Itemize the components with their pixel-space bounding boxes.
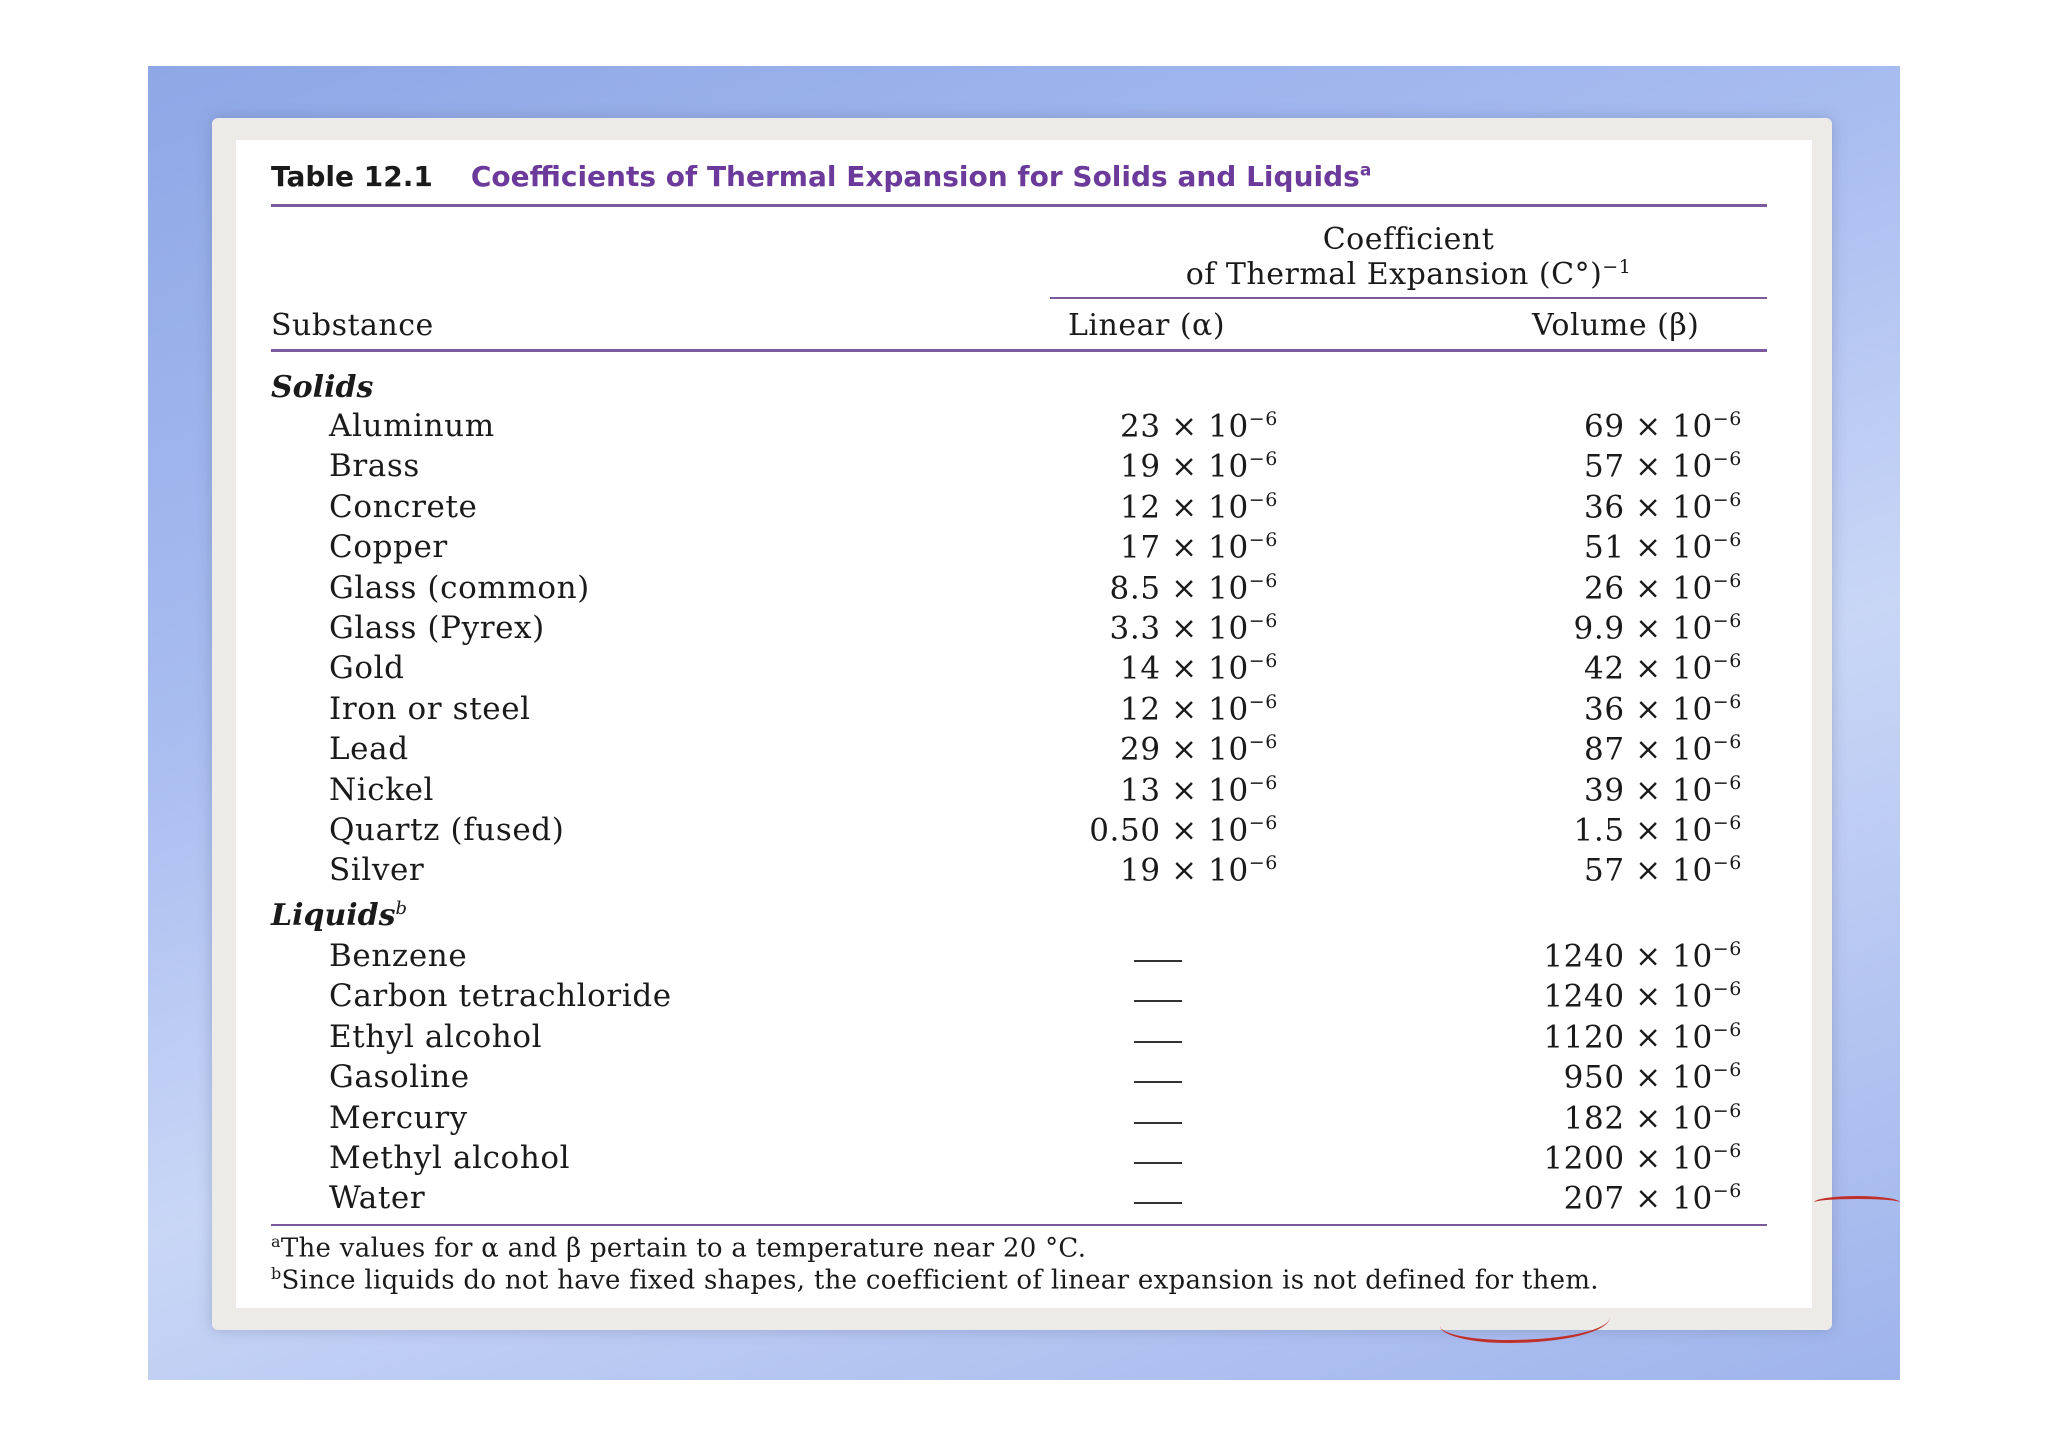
- volume-value-mantissa: 9.9 × 10: [1573, 610, 1713, 647]
- volume-value-mantissa: 1240 × 10: [1543, 938, 1713, 975]
- header-rule: [271, 349, 1767, 352]
- linear-value: [1040, 610, 1278, 646]
- table-row: [0, 772, 2048, 812]
- caption-footnote-mark: a: [1359, 160, 1372, 181]
- linear-value-mantissa: 23 × 10: [1120, 408, 1249, 445]
- substance-name: Benzene: [329, 938, 468, 974]
- footnote-text: The values for α and β pertain to a temperature near 20 °C.: [280, 1233, 1087, 1264]
- linear-value-exponent: −6: [1248, 771, 1278, 794]
- volume-value-mantissa: 182 × 10: [1563, 1099, 1713, 1136]
- volume-value: [1460, 1059, 1742, 1095]
- footnote-text: Since liquids do not have fixed shapes, the coefficient of linear expansion is not defined for them.: [281, 1265, 1599, 1296]
- header-group-text: of Thermal Expansion (C°): [1185, 257, 1603, 292]
- header-sub-rule: [1050, 297, 1767, 299]
- linear-value-exponent: −6: [1248, 408, 1278, 430]
- linear-value-mantissa: 29 × 10: [1120, 731, 1249, 768]
- not-defined-dash: [1134, 1122, 1182, 1124]
- volume-value: [1460, 650, 1742, 686]
- linear-value-mantissa: 12 × 10: [1120, 691, 1249, 728]
- section-solids: Solids: [271, 370, 374, 405]
- volume-value: [1460, 772, 1742, 808]
- table-row: [0, 1019, 2048, 1059]
- linear-value-exponent: −6: [1248, 610, 1278, 632]
- volume-value: [1460, 978, 1742, 1014]
- table-row: [0, 650, 2048, 690]
- linear-value: [1040, 852, 1278, 888]
- substance-name: Mercury: [329, 1099, 468, 1136]
- linear-value-exponent: −6: [1248, 690, 1278, 713]
- table-row: [0, 1180, 2048, 1220]
- linear-value-mantissa: 19 × 10: [1120, 448, 1249, 485]
- not-defined-dash: [1134, 1000, 1182, 1002]
- volume-value-mantissa: 57 × 10: [1584, 852, 1713, 889]
- table-row: [0, 610, 2048, 650]
- volume-value-exponent: −6: [1712, 1140, 1742, 1162]
- substance-name: Nickel: [329, 771, 435, 808]
- volume-value: [1460, 691, 1742, 727]
- volume-value: [1460, 1019, 1742, 1055]
- substance-name: Gold: [329, 650, 405, 687]
- substance-name: Silver: [329, 852, 425, 889]
- volume-value: [1460, 570, 1742, 606]
- top-rule: [271, 204, 1767, 207]
- linear-value-mantissa: 13 × 10: [1120, 771, 1249, 808]
- substance-name: Concrete: [329, 488, 478, 525]
- volume-value-exponent: −6: [1712, 1018, 1742, 1041]
- footnote-mark: a: [271, 1232, 281, 1251]
- footnote-b: [271, 1264, 1599, 1296]
- volume-value-mantissa: 1120 × 10: [1543, 1019, 1713, 1056]
- volume-value: [1460, 529, 1742, 565]
- volume-value-exponent: −6: [1712, 1180, 1742, 1203]
- volume-value-mantissa: 57 × 10: [1584, 448, 1713, 485]
- linear-value: [1040, 650, 1278, 686]
- volume-value: [1460, 1180, 1742, 1216]
- bottom-rule: [271, 1224, 1767, 1226]
- col-header-volume: Volume (β): [1532, 308, 1700, 343]
- volume-value-exponent: −6: [1712, 771, 1742, 794]
- volume-value-exponent: −6: [1712, 650, 1742, 673]
- linear-value-exponent: −6: [1248, 812, 1278, 834]
- section-liquids: [271, 898, 407, 933]
- linear-value-exponent: −6: [1248, 650, 1278, 673]
- volume-value-exponent: −6: [1712, 569, 1742, 592]
- volume-value: [1460, 812, 1742, 848]
- volume-value-exponent: −6: [1712, 812, 1742, 834]
- table-row: [0, 529, 2048, 569]
- not-defined-dash: [1134, 1041, 1182, 1043]
- table-row: [0, 408, 2048, 448]
- volume-value-exponent: −6: [1712, 448, 1742, 471]
- volume-value: [1460, 1100, 1742, 1136]
- volume-value: [1460, 610, 1742, 646]
- substance-name: Carbon tetrachloride: [329, 978, 672, 1015]
- table-row: [0, 978, 2048, 1018]
- volume-value-exponent: −6: [1712, 731, 1742, 754]
- substance-name: Quartz (fused): [329, 812, 565, 848]
- table-caption-text: Coefficients of Thermal Expansion for Solids and Liquids: [470, 160, 1360, 193]
- table-number: Table 12.1: [271, 160, 433, 193]
- volume-value-mantissa: 26 × 10: [1584, 569, 1713, 606]
- volume-value-mantissa: 87 × 10: [1584, 731, 1713, 768]
- linear-value-exponent: −6: [1248, 731, 1278, 754]
- linear-value-exponent: −6: [1248, 569, 1278, 592]
- substance-name: Brass: [329, 448, 420, 485]
- header-group-line2: [1050, 256, 1767, 292]
- table-row: [0, 938, 2048, 978]
- linear-value-mantissa: 8.5 × 10: [1109, 569, 1249, 606]
- linear-value: [1040, 812, 1278, 848]
- table-row: [0, 1100, 2048, 1140]
- volume-value-exponent: −6: [1712, 408, 1742, 430]
- table-row: [0, 812, 2048, 852]
- volume-value: [1460, 489, 1742, 525]
- table-row: [0, 731, 2048, 771]
- col-header-linear: Linear (α): [1068, 308, 1226, 343]
- volume-value-exponent: −6: [1712, 938, 1742, 960]
- volume-value-mantissa: 950 × 10: [1563, 1059, 1713, 1096]
- linear-value-mantissa: 14 × 10: [1120, 650, 1249, 687]
- substance-name: Glass (common): [329, 569, 590, 606]
- not-defined-dash: [1134, 1162, 1182, 1164]
- table-row: [0, 852, 2048, 892]
- substance-name: Iron or steel: [329, 690, 531, 727]
- linear-value-mantissa: 17 × 10: [1120, 529, 1249, 566]
- volume-value: [1460, 1140, 1742, 1176]
- volume-value-exponent: −6: [1712, 1099, 1742, 1122]
- volume-value: [1460, 448, 1742, 484]
- liquids-footnote-mark: b: [395, 898, 408, 919]
- volume-value-exponent: −6: [1712, 852, 1742, 875]
- substance-name: Lead: [329, 731, 409, 768]
- volume-value-mantissa: 51 × 10: [1584, 529, 1713, 566]
- linear-value: [1040, 731, 1278, 767]
- volume-value-exponent: −6: [1712, 690, 1742, 713]
- table-caption: [471, 160, 1371, 193]
- linear-value: [1040, 570, 1278, 606]
- volume-value-exponent: −6: [1712, 978, 1742, 1001]
- table-row: [0, 448, 2048, 488]
- substance-name: Glass (Pyrex): [329, 610, 545, 646]
- linear-value: [1040, 408, 1278, 444]
- volume-value-mantissa: 42 × 10: [1584, 650, 1713, 687]
- volume-value-mantissa: 1240 × 10: [1543, 978, 1713, 1015]
- volume-value-mantissa: 36 × 10: [1584, 691, 1713, 728]
- linear-value-mantissa: 3.3 × 10: [1109, 610, 1249, 647]
- table-row: [0, 691, 2048, 731]
- linear-value: [1040, 529, 1278, 565]
- linear-value-mantissa: 0.50 × 10: [1089, 812, 1249, 849]
- linear-value: [1040, 489, 1278, 525]
- substance-name: Ethyl alcohol: [329, 1018, 543, 1055]
- linear-value-exponent: −6: [1248, 448, 1278, 471]
- volume-value-exponent: −6: [1712, 610, 1742, 632]
- linear-value-exponent: −6: [1248, 529, 1278, 552]
- volume-value: [1460, 731, 1742, 767]
- linear-value-exponent: −6: [1248, 852, 1278, 875]
- table-row: [0, 1059, 2048, 1099]
- volume-value-exponent: −6: [1712, 488, 1742, 511]
- substance-name: Water: [329, 1180, 426, 1217]
- linear-value: [1040, 448, 1278, 484]
- not-defined-dash: [1134, 960, 1182, 962]
- linear-value: [1040, 772, 1278, 808]
- volume-value: [1460, 408, 1742, 444]
- table-row: [0, 1140, 2048, 1180]
- header-group-exponent: −1: [1602, 256, 1632, 278]
- volume-value-mantissa: 36 × 10: [1584, 489, 1713, 526]
- col-header-substance: Substance: [271, 308, 434, 343]
- linear-value-mantissa: 12 × 10: [1120, 489, 1249, 526]
- linear-value-mantissa: 19 × 10: [1120, 852, 1249, 889]
- linear-value: [1040, 691, 1278, 727]
- table-title: [271, 160, 1371, 193]
- linear-value-exponent: −6: [1248, 488, 1278, 511]
- volume-value-exponent: −6: [1712, 1059, 1742, 1082]
- table-row: [0, 570, 2048, 610]
- header-group-line1: Coefficient: [1322, 222, 1495, 257]
- volume-value: [1460, 852, 1742, 888]
- table-row: [0, 489, 2048, 529]
- footnote-mark: b: [271, 1264, 282, 1283]
- volume-value-mantissa: 1200 × 10: [1543, 1140, 1713, 1177]
- not-defined-dash: [1134, 1202, 1182, 1204]
- not-defined-dash: [1134, 1081, 1182, 1083]
- volume-value-mantissa: 39 × 10: [1584, 771, 1713, 808]
- substance-name: Aluminum: [329, 408, 495, 444]
- volume-value-mantissa: 69 × 10: [1584, 408, 1713, 445]
- substance-name: Gasoline: [329, 1059, 470, 1096]
- substance-name: Copper: [329, 529, 448, 566]
- volume-value-mantissa: 207 × 10: [1563, 1180, 1713, 1217]
- volume-value-exponent: −6: [1712, 529, 1742, 552]
- section-liquids-label: Liquids: [271, 898, 396, 933]
- substance-name: Methyl alcohol: [329, 1140, 571, 1176]
- footnote-a: [271, 1232, 1086, 1264]
- volume-value: [1460, 938, 1742, 974]
- volume-value-mantissa: 1.5 × 10: [1573, 812, 1713, 849]
